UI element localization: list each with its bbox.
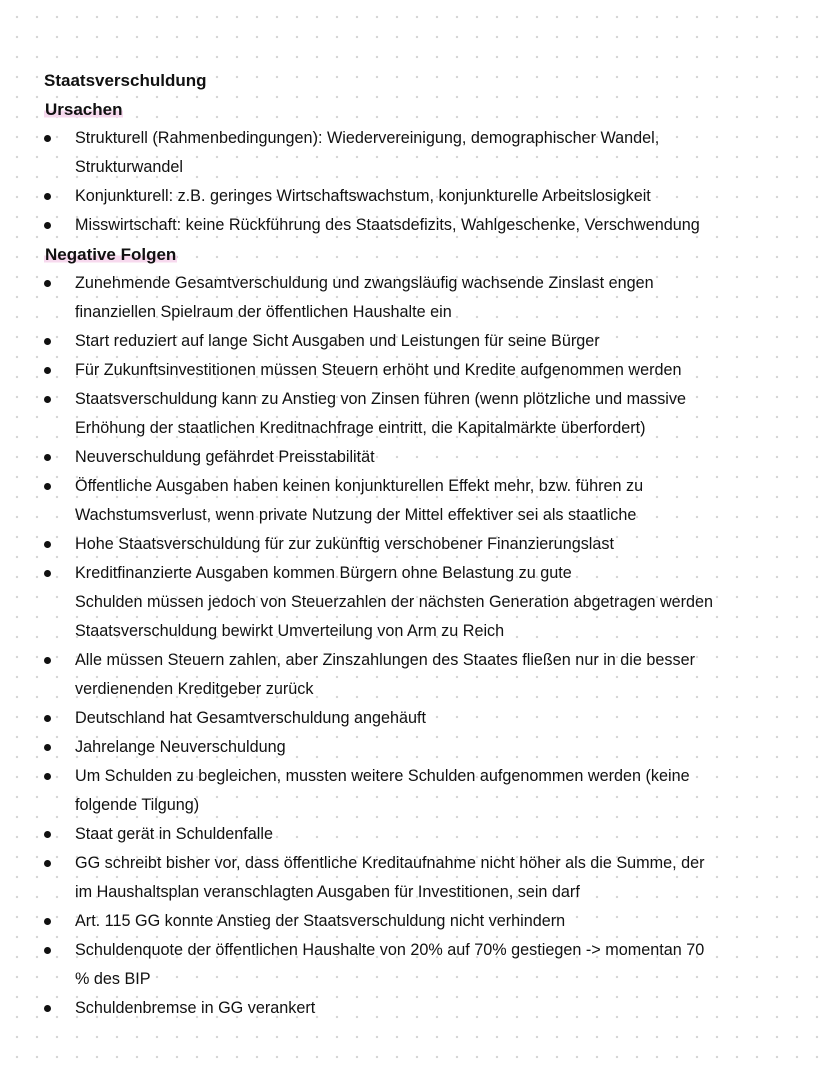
- bullet-dot-icon: [44, 1005, 51, 1012]
- list-item: [44, 124, 804, 182]
- list-item-line: finanziellen Spielraum der öffentlichen Haushalte ein: [75, 303, 452, 321]
- bullet-list: [44, 269, 804, 1023]
- list-item-line: Schulden müssen jedoch von Steuerzahlen der nächsten Generation abgetragen werden: [75, 593, 714, 611]
- list-item: [44, 762, 804, 820]
- list-item: [44, 182, 804, 211]
- list-item-line: Kreditfinanzierte Ausgaben kommen Bürgern ohne Belastung zu gute: [75, 564, 572, 582]
- bullet-dot-icon: [44, 193, 51, 200]
- list-item-line: Um Schulden zu begleichen, mussten weitere Schulden aufgenommen werden (keine: [75, 767, 690, 785]
- list-item: [44, 559, 804, 646]
- bullet-dot-icon: [44, 222, 51, 229]
- list-item: [44, 733, 804, 762]
- list-item: [44, 530, 804, 559]
- list-item-line: Für Zukunftsinvestitionen müssen Steuern erhöht und Kredite aufgenommen werden: [75, 361, 682, 379]
- list-item: [44, 472, 804, 530]
- list-item-line: Wachstumsverlust, wenn private Nutzung der Mittel effektiver sei als staatliche: [75, 506, 637, 524]
- bullet-dot-icon: [44, 570, 51, 577]
- bullet-dot-icon: [44, 715, 51, 722]
- list-item-line: im Haushaltsplan veranschlagten Ausgaben für Investitionen, sein darf: [75, 883, 580, 901]
- bullet-dot-icon: [44, 947, 51, 954]
- list-item-line: Staatsverschuldung kann zu Anstieg von Zinsen führen (wenn plötzliche und massive: [75, 390, 686, 408]
- list-item-line: Start reduziert auf lange Sicht Ausgaben und Leistungen für seine Bürger: [75, 332, 600, 350]
- list-item: [44, 704, 804, 733]
- section-heading: [44, 240, 804, 269]
- list-item: [44, 646, 804, 704]
- bullet-dot-icon: [44, 541, 51, 548]
- list-item-line: Schuldenquote der öffentlichen Haushalte von 20% auf 70% gestiegen -> momentan 70: [75, 941, 705, 959]
- list-item: [44, 849, 804, 907]
- list-item: [44, 385, 804, 443]
- list-item: [44, 820, 804, 849]
- bullet-dot-icon: [44, 454, 51, 461]
- section-heading-text: Negative Folgen: [45, 245, 177, 264]
- list-item-line: Art. 115 GG konnte Anstieg der Staatsverschuldung nicht verhindern: [75, 912, 566, 930]
- list-item: [44, 356, 804, 385]
- list-item-line: Hohe Staatsverschuldung für zur zukünftig verschobener Finanzierungslast: [75, 535, 614, 553]
- bullet-dot-icon: [44, 773, 51, 780]
- list-item-line: folgende Tilgung): [75, 796, 200, 814]
- list-item: [44, 936, 804, 994]
- list-item-line: Alle müssen Steuern zahlen, aber Zinszahlungen des Staates fließen nur in die besser: [75, 651, 695, 669]
- list-item-line: Staat gerät in Schuldenfalle: [75, 825, 273, 843]
- list-item-line: Konjunkturell: z.B. geringes Wirtschaftswachstum, konjunkturelle Arbeitslosigkeit: [75, 187, 651, 205]
- list-item: [44, 269, 804, 327]
- bullet-dot-icon: [44, 396, 51, 403]
- list-item-line: Misswirtschaft: keine Rückführung des Staatsdefizits, Wahlgeschenke, Verschwendung: [75, 216, 700, 234]
- list-item-line: Zunehmende Gesamtverschuldung und zwangsläufig wachsende Zinslast engen: [75, 274, 654, 292]
- list-item: [44, 907, 804, 936]
- list-item-line: Strukturell (Rahmenbedingungen): Wiedervereinigung, demographischer Wandel,: [75, 129, 660, 147]
- list-item-line: verdienenden Kreditgeber zurück: [75, 680, 314, 698]
- document-title: Staatsverschuldung: [44, 71, 207, 90]
- list-item-line: % des BIP: [75, 970, 151, 988]
- bullet-dot-icon: [44, 831, 51, 838]
- list-item-line: Strukturwandel: [75, 158, 183, 176]
- bullet-dot-icon: [44, 860, 51, 867]
- list-item-line: GG schreibt bisher vor, dass öffentliche Kreditaufnahme nicht höher als die Summe, der: [75, 854, 705, 872]
- bullet-dot-icon: [44, 657, 51, 664]
- list-item-line: Neuverschuldung gefährdet Preisstabilität: [75, 448, 375, 466]
- bullet-dot-icon: [44, 367, 51, 374]
- list-item-line: Jahrelange Neuverschuldung: [75, 738, 286, 756]
- list-item-line: Deutschland hat Gesamtverschuldung angehäuft: [75, 709, 426, 727]
- bullet-dot-icon: [44, 483, 51, 490]
- list-item: [44, 211, 804, 240]
- list-item-line: Staatsverschuldung bewirkt Umverteilung von Arm zu Reich: [75, 622, 505, 640]
- list-item: [44, 443, 804, 472]
- section-heading-text: Ursachen: [45, 100, 123, 119]
- document-body: [44, 95, 804, 1023]
- document-page: [44, 66, 804, 1023]
- bullet-dot-icon: [44, 280, 51, 287]
- list-item: [44, 327, 804, 356]
- list-item-line: Erhöhung der staatlichen Kreditnachfrage eintritt, die Kapitalmärkte überfordert): [75, 419, 646, 437]
- bullet-dot-icon: [44, 744, 51, 751]
- bullet-dot-icon: [44, 918, 51, 925]
- bullet-dot-icon: [44, 338, 51, 345]
- bullet-list: [44, 124, 804, 240]
- bullet-dot-icon: [44, 135, 51, 142]
- list-item-line: Öffentliche Ausgaben haben keinen konjunkturellen Effekt mehr, bzw. führen zu: [75, 477, 644, 495]
- list-item: [44, 994, 804, 1023]
- list-item-line: Schuldenbremse in GG verankert: [75, 999, 316, 1017]
- section-heading: [44, 95, 804, 124]
